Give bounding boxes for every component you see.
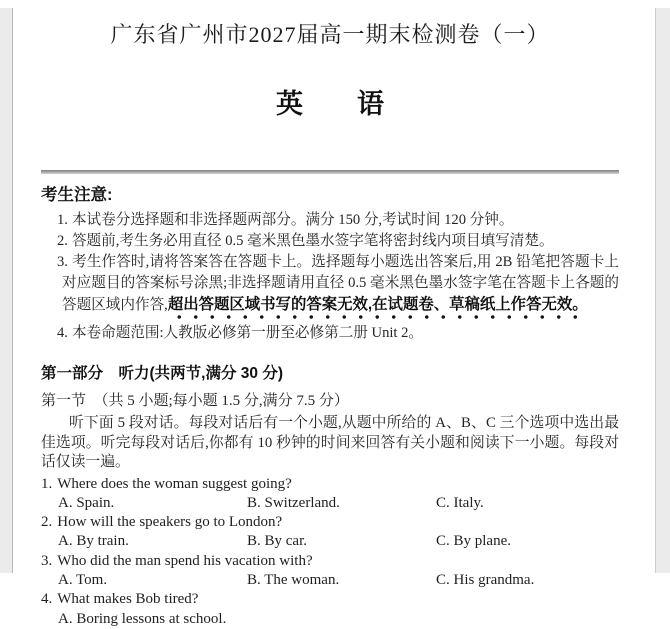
- notice-item-4: [41, 323, 619, 344]
- notice-item-text: 本试卷分选择题和非选择题两部分。满分 150 分,考试时间 120 分钟。: [71, 212, 514, 228]
- notice-item-number: 2.: [57, 233, 68, 249]
- question-number: 1.: [41, 475, 53, 492]
- option-c: C. His grandma.: [436, 571, 535, 588]
- question-3-options: [41, 571, 619, 590]
- question-text: Where does the woman suggest going?: [57, 475, 292, 492]
- option-b: B. The woman.: [247, 571, 340, 588]
- notice-item-1: [41, 210, 619, 231]
- question-4-options: [41, 610, 619, 629]
- notice-item-text: 考生作答时,请将答案答在答题卡上。选择题每小题选出答案后,用 2B 铅笔把答题卡上对应题目的答案标号涂黑;非选择题请用直径 0.5 毫米黑色墨水签字笔在答题卡上各题的答题区域内作答,: [62, 254, 619, 313]
- divider-rule: [41, 170, 619, 174]
- notice-item-2: [41, 231, 619, 252]
- part1-heading: 第一部分 听力(共两节,满分 30 分): [41, 365, 283, 382]
- option-a: A. Tom.: [58, 571, 108, 588]
- option-a: A. By train.: [58, 533, 129, 550]
- notice-item-number: 3.: [57, 254, 68, 270]
- question-text: What makes Bob tired?: [57, 591, 199, 608]
- question-1: [41, 475, 619, 494]
- page-margin-left: [0, 8, 13, 573]
- section1-heading: 第一节 （共 5 小题;每小题 1.5 分,满分 7.5 分）: [41, 393, 349, 409]
- option-a: A. Spain.: [58, 494, 115, 511]
- option-a: A. Boring lessons at school.: [58, 610, 227, 627]
- question-1-options: [41, 494, 619, 513]
- question-3: [41, 552, 619, 571]
- exam-subject: 英 语: [276, 89, 384, 119]
- option-b: B. By car.: [247, 533, 307, 550]
- question-text: How will the speakers go to London?: [57, 514, 283, 531]
- question-list: [41, 475, 619, 629]
- question-text: Who did the man spend his vacation with?: [57, 552, 313, 569]
- question-number: 3.: [41, 552, 53, 569]
- question-number: 2.: [41, 514, 53, 531]
- option-c: C. Italy.: [436, 494, 484, 511]
- notice-heading: 考生注意:: [41, 186, 113, 204]
- option-b: B. Switzerland.: [247, 494, 340, 511]
- page-margin-right: [655, 8, 670, 573]
- option-c: C. By plane.: [436, 533, 511, 550]
- notice-item-number: 4.: [57, 325, 68, 341]
- notice-item-3: [41, 252, 619, 316]
- notice-item-text: 答题前,考生务必用直径 0.5 毫米黑色墨水签字笔将密封线内项目填写清楚。: [71, 233, 554, 249]
- notice-item-emphasis-text: 超出答题区域书写的答案无效,在试题卷、草稿纸上作答无效。: [168, 296, 588, 320]
- question-number: 4.: [41, 591, 53, 608]
- exam-title: 广东省广州市2027届高一期末检测卷（一）: [110, 22, 550, 47]
- exam-paper-page: [13, 0, 655, 627]
- question-2-options: [41, 532, 619, 551]
- notice-item-number: 1.: [57, 212, 68, 228]
- notice-list: [41, 210, 619, 344]
- section1-instructions: 听下面 5 段对话。每段对话后有一个小题,从题中所给的 A、B、C 三个选项中选出最佳选项。听完每段对话后,你都有 10 秒钟的时间来回答有关小题和阅读下一小题。每段对话仅读一遍。: [41, 415, 619, 470]
- question-2: [41, 513, 619, 532]
- question-4: [41, 590, 619, 609]
- notice-item-text: 本卷命题范围:人教版必修第一册至必修第二册 Unit 2。: [71, 325, 424, 341]
